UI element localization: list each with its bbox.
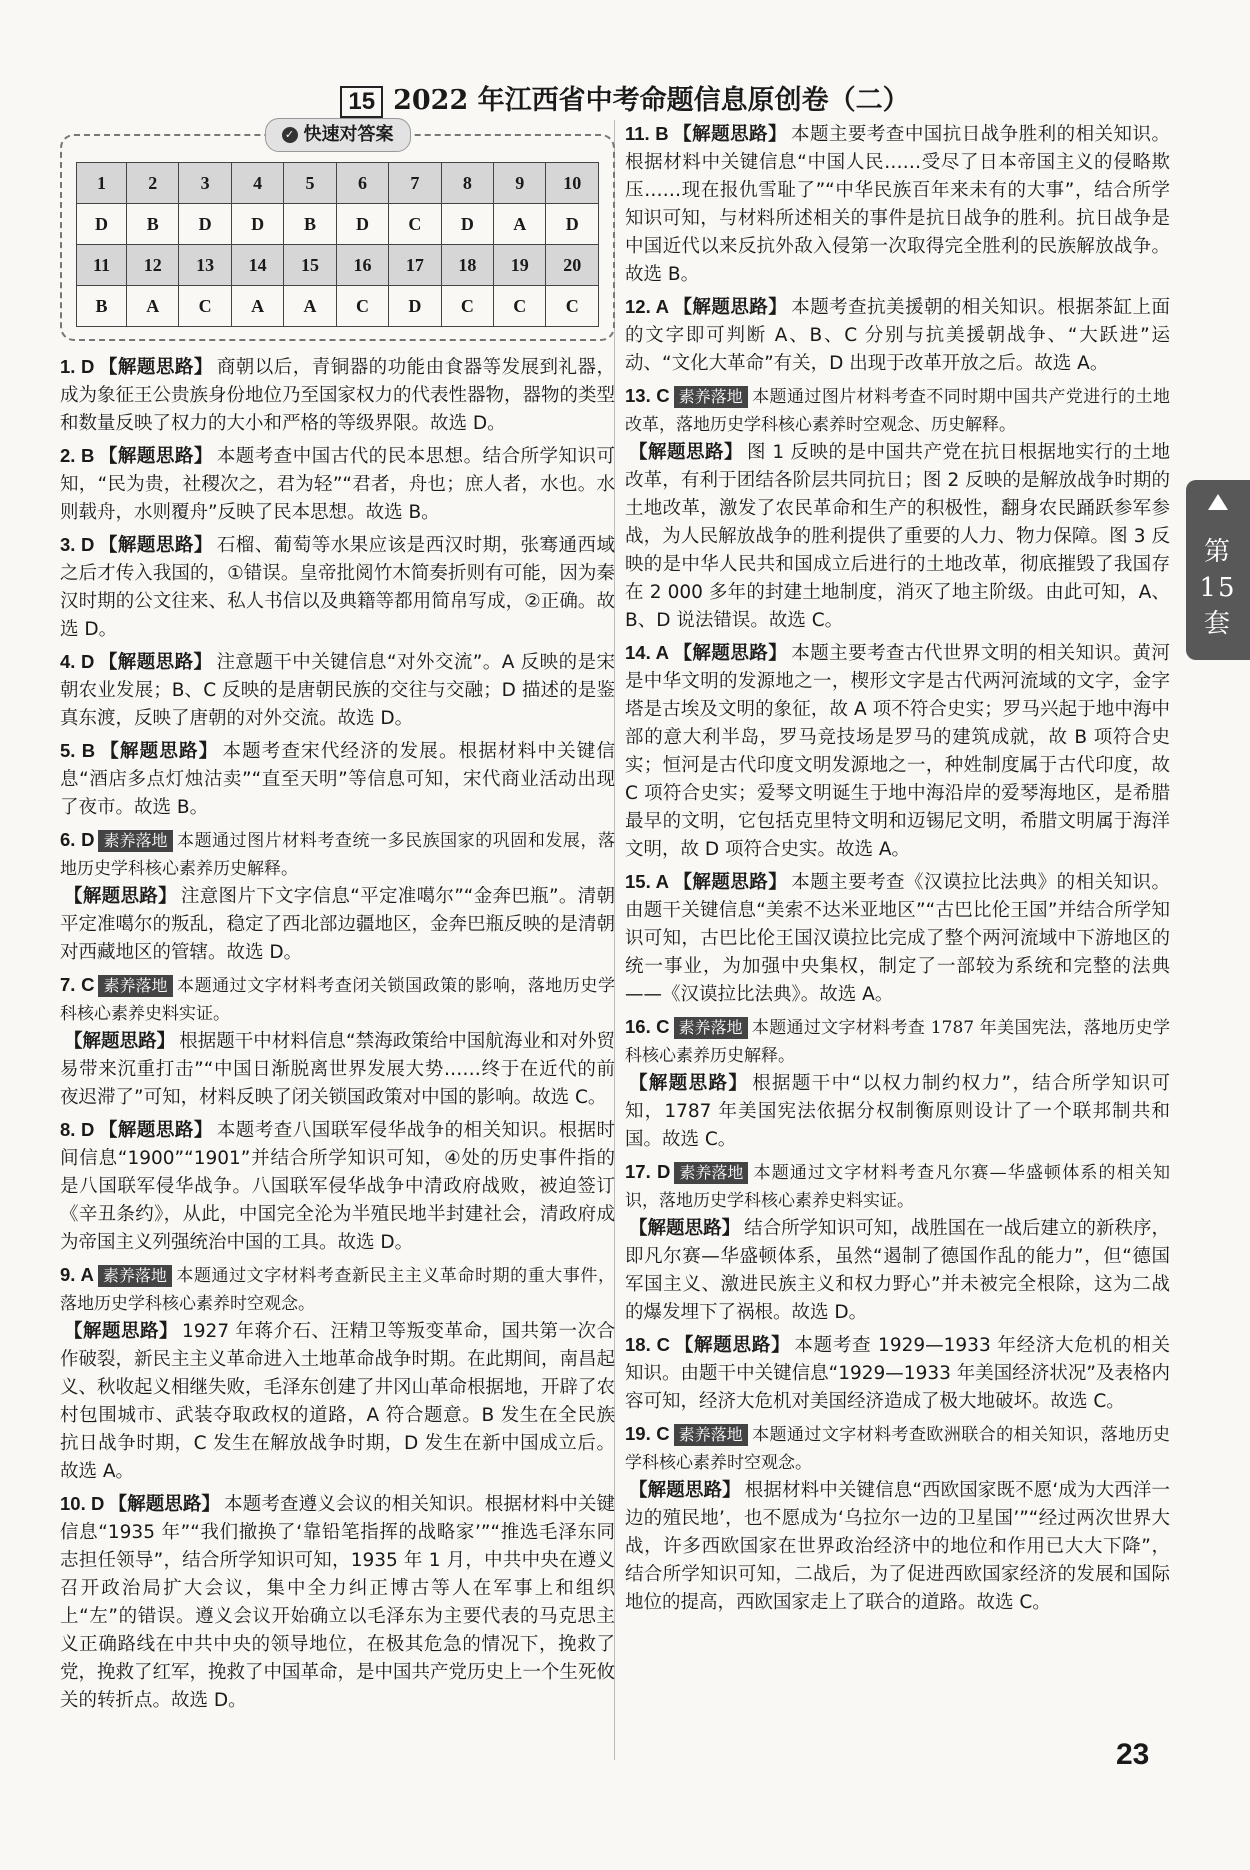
answer-row-letters-1 xyxy=(77,204,599,245)
question-9: 9. A 素养落地 本题通过文字材料考查新民主主义革命时期的重大事件，落地历史学科核心素养时空观念。 【解题思路】 1927 年蒋介石、汪精卫等叛变革命，国共第一次合作破裂，新民主主义革命进入土地革命战争时期。在此期间，南昌起义、秋收起义相继失败，毛泽东创建了井冈山革命根据地，开辟了农村包围城市、武装夺取政权的道路，A 符合题意。B 发生在全民族抗日战争时期，C 发生在解放战争时期，D 发生在新中国成立后。故选 A。 xyxy=(60,1264,616,1482)
answer-letter: C xyxy=(179,286,231,327)
literacy-badge: 素养落地 xyxy=(674,1017,748,1039)
answer-letter: D xyxy=(389,286,441,327)
answer-num: 7 xyxy=(389,163,441,204)
left-column xyxy=(60,120,615,1719)
question-19: 19. C 素养落地 本题通过文字材料考查欧洲联合的相关知识，落地历史学科核心素养时空观念。 【解题思路】 根据材料中关键信息“西欧国家既不愿‘成为大西洋一边的殖民地’，也不愿成为‘乌拉尔一边的卫星国’”“经过两次世界大战，许多西欧国家在世界政治经济中的地位和作用已大大下降”，结合所学知识可知，二战后，为了促进西欧国家经济的发展和国际地位的提高，西欧国家走上了联合的道路。故选 C。 xyxy=(625,1423,1171,1613)
question-10: 10. D 【解题思路】 本题考查遵义会议的相关知识。根据材料中关键信息“1935 年”“我们撤换了‘靠铅笔指挥的战略家’”“推选毛泽东同志担任领导”，结合所学知识可知，1935 年 1 月，中共中央在遵义召开政治局扩大会议，集中全力纠正博古等人在军事上和组织上“左”的错误。遵义会议开始确立以毛泽东为主要代表的马克思主义正确路线在中共中央的领导地位，在极其危急的情况下，挽救了党，挽救了红军，挽救了中国革命，是中国共产党历史上一个生死攸关的转折点。故选 D。 xyxy=(60,1493,616,1711)
question-1: 1. D 【解题思路】 商朝以后，青铜器的功能由食器等发展到礼器，成为象征王公贵族身份地位乃至国家权力的代表性器物，器物的类型和数量反映了权力的大小和严格的等级界限。故选 D。 xyxy=(60,356,616,434)
literacy-badge: 素养落地 xyxy=(674,386,748,408)
answer-letter: C xyxy=(389,204,441,245)
check-icon: ✓ xyxy=(282,127,298,143)
question-2: 2. B 【解题思路】 本题考查中国古代的民本思想。结合所学知识可知，“民为贵，社稷次之，君为轻”“君者，舟也；庶人者，水也。水则载舟，水则覆舟”反映了民本思想。故选 B。 xyxy=(60,445,615,523)
answer-row-letters-2 xyxy=(77,286,599,327)
answer-letter: C xyxy=(494,286,546,327)
answer-num: 17 xyxy=(389,245,441,286)
answer-num: 13 xyxy=(179,245,231,286)
question-18: 18. C 【解题思路】 本题考查 1929—1933 年经济大危机的相关知识。由题干中关键信息“1929—1933 年美国经济状况”及表格内容可知，经济大危机对美国经济造成了极大地破坏。故选 C。 xyxy=(625,1334,1170,1412)
literacy-badge: 素养落地 xyxy=(674,1162,748,1184)
question-13: 13. C 素养落地 本题通过图片材料考查不同时期中国共产党进行的土地改革，落地历史学科核心素养时空观念、历史解释。 【解题思路】 图 1 反映的是中国共产党在抗日根据地实行的土地改革，有利于团结各阶层共同抗日；图 2 反映的是解放战争时期的土地改革，激发了农民革命和生产的积极性，翻身农民踊跃参军参战，为人民解放战争的胜利提供了重要的人力、物力保障。图 3 反映的是中华人民共和国成立后进行的土地改革，彻底摧毁了我国存在 2 000 多年的封建土地制度，消灭了地主阶级。由此可知，A、B、D 说法错误。故选 C。 xyxy=(625,385,1171,631)
question-15: 15. A 【解题思路】 本题主要考查《汉谟拉比法典》的相关知识。由题干关键信息“美索不达米亚地区”“古巴比伦王国”并结合所学知识可知，古巴比伦王国汉谟拉比完成了整个两河流域中下游地区的统一事业，为加强中央集权，制定了一部较为系统和完整的法典——《汉谟拉比法典》。故选 A。 xyxy=(625,871,1170,1005)
answer-table xyxy=(76,162,599,327)
answer-num: 16 xyxy=(336,245,388,286)
answer-letter: D xyxy=(77,204,127,245)
question-14: 14. A 【解题思路】 本题主要考查古代世界文明的相关知识。黄河是中华文明的发源地之一，楔形文字是古代两河流域的文字，金字塔是古埃及文明的象征，故 A 项不符合史实；罗马兴起于地中海中部的意大利半岛，罗马竞技场是罗马的建筑成就，故 B 项符合史实；恒河是古代印度文明发源地之一，种姓制度属于古代印度，故 C 项符合史实；爱琴文明诞生于地中海沿岸的爱琴海地区，是希腊最早的文明，它包括克里特文明和迈锡尼文明，希腊文明属于海洋文明，故 D 项符合史实。故选 A。 xyxy=(625,642,1170,860)
answer-letter: B xyxy=(77,286,127,327)
question-8: 8. D 【解题思路】 本题考查八国联军侵华战争的相关知识。根据时间信息“1900”“1901”并结合所学知识可知，④处的历史事件指的是八国联军侵华战争。八国联军侵华战争中清政府战败，被迫签订《辛丑条约》，从此，中国完全沦为半殖民地半封建社会，清政府成为帝国主义列强统治中国的工具。故选 D。 xyxy=(60,1119,615,1253)
question-6: 6. D 素养落地 本题通过图片材料考查统一多民族国家的巩固和发展，落地历史学科核心素养历史解释。 【解题思路】 注意图片下文字信息“平定准噶尔”“金奔巴瓶”。清朝平定准噶尔的叛乱，稳定了西北部边疆地区，金奔巴瓶反映的是清朝对西藏地区的管辖。故选 D。 xyxy=(60,829,616,963)
tab-arrow-icon xyxy=(1208,494,1228,510)
answer-num: 18 xyxy=(441,245,493,286)
literacy-badge: 素养落地 xyxy=(98,1265,172,1287)
question-4: 4. D 【解题思路】 注意题干中关键信息“对外交流”。A 反映的是宋朝农业发展；B、C 反映的是唐朝民族的交往与交融；D 描述的是鉴真东渡，反映了唐朝的对外交流。故选 D。 xyxy=(60,651,615,729)
question-17: 17. D 素养落地 本题通过文字材料考查凡尔赛—华盛顿体系的相关知识，落地历史学科核心素养史料实证。 【解题思路】 结合所学知识可知，战胜国在一战后建立的新秩序，即凡尔赛—华盛顿体系，虽然“遏制了德国作乱的能力”，但“德国军国主义、激进民族主义和权力野心”并未被完全根除，这为二战的爆发埋下了祸根。故选 D。 xyxy=(625,1161,1170,1323)
answer-letter: A xyxy=(494,204,546,245)
answer-num: 1 xyxy=(77,163,127,204)
set-side-tab: 第 15 套 xyxy=(1186,480,1250,660)
set-number-badge: 15 xyxy=(340,86,383,118)
answer-letter: A xyxy=(126,286,178,327)
answer-num: 6 xyxy=(336,163,388,204)
answer-letter: D xyxy=(546,204,599,245)
answer-box-title: ✓ 快速对答案 xyxy=(265,118,411,152)
quick-answer-box xyxy=(60,124,615,341)
answer-letter: D xyxy=(441,204,493,245)
question-3: 3. D 【解题思路】 石榴、葡萄等水果应该是西汉时期，张骞通西域之后才传入我国的，①错误。皇帝批阅竹木简奏折则有可能，因为秦汉时期的公文往来、私人书信以及典籍等都用简帛写成，②正确。故选 D。 xyxy=(60,534,615,640)
page-header xyxy=(0,78,1250,118)
answer-row-nums-2 xyxy=(77,245,599,286)
answer-num: 5 xyxy=(284,163,336,204)
answer-letter: C xyxy=(336,286,388,327)
question-11: 11. B 【解题思路】 本题主要考查中国抗日战争胜利的相关知识。根据材料中关键信息“中国人民……受尽了日本帝国主义的侵略欺压……现在报仇雪耻了”“中华民族百年来未有的大事”，结合所学知识可知，与材料所述相关的事件是抗日战争的胜利。抗日战争是中国近代以来反抗外敌入侵第一次取得完全胜利的民族解放战争。故选 B。 xyxy=(625,123,1170,285)
answer-letter: A xyxy=(284,286,336,327)
answer-num: 19 xyxy=(494,245,546,286)
answer-num: 14 xyxy=(231,245,283,286)
answer-letter: D xyxy=(179,204,231,245)
answer-letter: D xyxy=(336,204,388,245)
answer-num: 11 xyxy=(77,245,127,286)
question-16: 16. C 素养落地 本题通过文字材料考查 1787 年美国宪法，落地历史学科核心素养历史解释。 【解题思路】 根据题干中“以权力制约权力”，结合所学知识可知，1787 年美国宪法依据分权制衡原则设计了一个联邦制共和国。故选 C。 xyxy=(625,1016,1170,1150)
answer-letter: B xyxy=(284,204,336,245)
question-5: 5. B 【解题思路】 本题考查宋代经济的发展。根据材料中关键信息“酒店多点灯烛沽卖”“直至天明”等信息可知，宋代商业活动出现了夜市。故选 B。 xyxy=(60,740,615,818)
answer-row-nums-1 xyxy=(77,163,599,204)
literacy-badge: 素养落地 xyxy=(674,1424,748,1446)
answer-letter: C xyxy=(441,286,493,327)
literacy-badge: 素养落地 xyxy=(98,975,172,997)
answer-letter: B xyxy=(126,204,178,245)
answer-letter: D xyxy=(231,204,283,245)
answer-num: 15 xyxy=(284,245,336,286)
answer-letter: C xyxy=(546,286,599,327)
answer-letter: A xyxy=(231,286,283,327)
answer-num: 2 xyxy=(126,163,178,204)
answer-num: 3 xyxy=(179,163,231,204)
answer-num: 10 xyxy=(546,163,599,204)
page-title: 2022 年江西省中考命题信息原创卷（二） xyxy=(393,85,910,116)
question-12: 12. A 【解题思路】 本题考查抗美援朝的相关知识。根据茶缸上面的文字即可判断 A、B、C 分别与抗美援朝战争、“大跃进”运动、“文化大革命”有关，D 出现于改革开放之后。故选 A。 xyxy=(625,296,1170,374)
question-7: 7. C 素养落地 本题通过文字材料考查闭关锁国政策的影响，落地历史学科核心素养史料实证。 【解题思路】 根据题干中材料信息“禁海政策给中国航海业和对外贸易带来沉重打击”“中国日渐脱离世界发展大势……终于在近代的前夜迟滞了”可知，材料反映了闭关锁国政策对中国的影响。故选 C。 xyxy=(60,974,616,1108)
page-number: 23 xyxy=(1116,1738,1150,1771)
answer-num: 9 xyxy=(494,163,546,204)
right-column xyxy=(625,120,1170,1621)
answer-num: 12 xyxy=(126,245,178,286)
answer-num: 20 xyxy=(546,245,599,286)
answer-num: 8 xyxy=(441,163,493,204)
answer-num: 4 xyxy=(231,163,283,204)
literacy-badge: 素养落地 xyxy=(98,830,172,852)
